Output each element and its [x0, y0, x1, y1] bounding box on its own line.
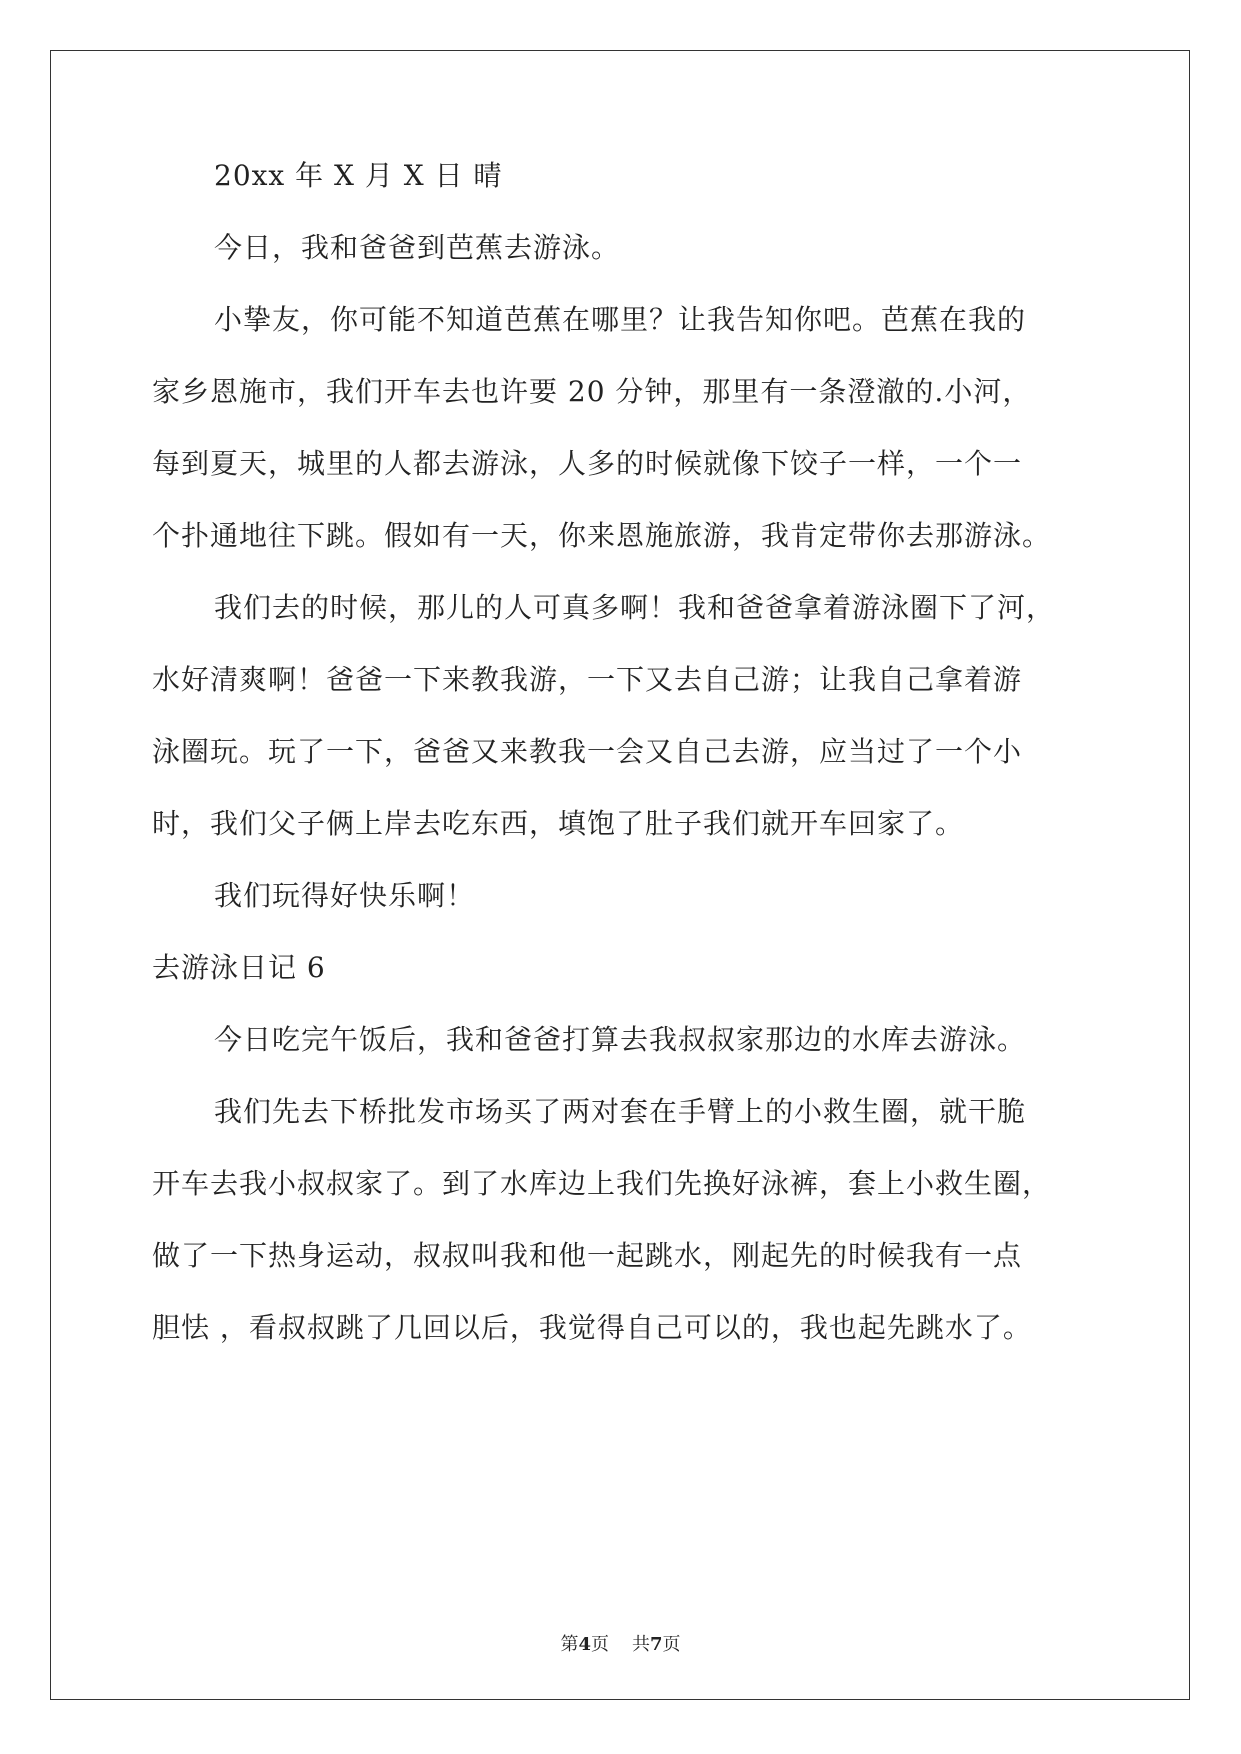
paragraph-line: 我们去的时候，那儿的人可真多啊！我和爸爸拿着游泳圈下了河，: [214, 591, 1056, 624]
paragraph-line: 开车去我小叔叔家了。到了水库边上我们先换好泳裤，套上小救生圈，: [152, 1167, 1052, 1200]
date-line: 20xx 年 X 月 X 日 晴: [214, 159, 503, 192]
paragraph-line: 我们先去下桥批发市场买了两对套在手臂上的小救生圈，就干脆: [214, 1095, 1027, 1128]
page-footer: [0, 1630, 1241, 1656]
section-heading: 去游泳日记 6: [152, 951, 326, 984]
page-prefix: 第: [560, 1634, 579, 1655]
paragraph-line: 泳圈玩。玩了一下，爸爸又来教我一会又自己去游，应当过了一个小: [152, 735, 1023, 768]
paragraph-line: 家乡恩施市，我们开车去也许要 20 分钟，那里有一条澄澈的.小河，: [152, 375, 1032, 408]
total-number: 7: [649, 1634, 663, 1655]
paragraph-line: 水好清爽啊！爸爸一下来教我游，一下又去自己游；让我自己拿着游: [152, 663, 1023, 696]
paragraph-line: 我们玩得好快乐啊！: [214, 879, 476, 912]
total-prefix: 共: [631, 1634, 650, 1655]
page-number: 4: [578, 1634, 592, 1655]
paragraph-line: 小挚友，你可能不知道芭蕉在哪里？让我告知你吧。芭蕉在我的: [214, 303, 1027, 336]
paragraph-line: 时，我们父子俩上岸去吃东西，填饱了肚子我们就开车回家了。: [152, 807, 965, 840]
total-suffix: 页: [662, 1634, 681, 1655]
paragraph-line: 每到夏天，城里的人都去游泳，人多的时候就像下饺子一样，一个一: [152, 447, 1023, 480]
paragraph-line: 今日，我和爸爸到芭蕉去游泳。: [214, 231, 621, 264]
paragraph-line: 胆怯 ，看叔叔跳了几回以后，我觉得自己可以的，我也起先跳水了。: [152, 1311, 1032, 1344]
paragraph-line: 个扑通地往下跳。假如有一天，你来恩施旅游，我肯定带你去那游泳。: [152, 519, 1052, 552]
paragraph-line: 今日吃完午饭后，我和爸爸打算去我叔叔家那边的水库去游泳。: [214, 1023, 1027, 1056]
paragraph-line: 做了一下热身运动，叔叔叫我和他一起跳水，刚起先的时候我有一点: [152, 1239, 1023, 1272]
page-suffix: 页: [591, 1634, 610, 1655]
page-border: [50, 50, 1190, 1700]
